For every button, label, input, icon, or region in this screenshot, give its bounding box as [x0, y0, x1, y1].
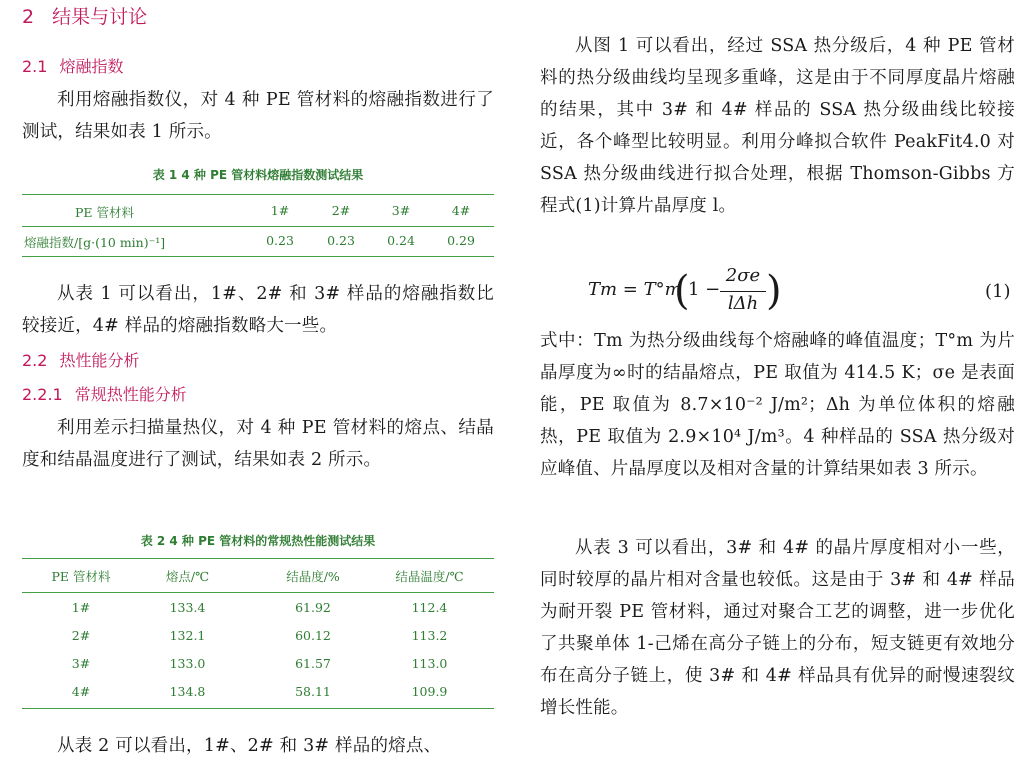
table2-cell: 58.11: [295, 684, 331, 699]
paragraph-table3-discussion: 从表 3 可以看出，3# 和 4# 的晶片厚度相对小一些，同时较厚的晶片相对含量也较低。这是由于 3# 和 4# 样品为耐开裂 PE 管材料，通过对聚合工艺的调整，进一步优化了共聚单体 1-己烯在高分子链上的分布，短支链更有效地分布在高分子链上，使 3# 和 4# 样品具有优异的耐慢速裂纹增长性能。: [540, 538, 1015, 718]
equation-denominator: lΔh: [727, 293, 759, 314]
table1-mid-rule: [22, 226, 494, 227]
table1-value-2: 0.23: [327, 233, 355, 248]
equation-numerator: 2σe: [725, 265, 761, 286]
table1-header-material: PE 管材料: [74, 205, 134, 220]
table1-value-1: 0.23: [266, 233, 294, 248]
paragraph-table2-discussion: 从表 2 可以看出，1#、2# 和 3# 样品的熔点、: [57, 736, 442, 756]
table2-cell: 1#: [71, 600, 91, 615]
table1-caption: 表 1 4 种 PE 管材料熔融指数测试结果: [152, 168, 364, 182]
table1-top-rule: [22, 194, 494, 195]
section-heading: [22, 2, 147, 29]
table1-value-4: 0.29: [447, 233, 475, 248]
table2-header-crystallization-temp: 结晶温度/℃: [395, 569, 464, 584]
table2-cell: 113.0: [411, 656, 448, 671]
paragraph-variable-definitions: 式中：Tm 为热分级曲线每个熔融峰的峰值温度；T°m 为片晶厚度为∞时的结晶熔点，PE 取值为 414.5 K；σe 是表面能，PE 取值为 8.7×10⁻² J/m²；Δh 为单位体积的熔融热，PE 取值为 2.9×10⁴ J/m³。4 种样品的 SSA 热分级对应峰值、片晶厚度以及相对含量的计算结果如表 3 所示。: [540, 331, 1015, 479]
subsection-2-1-heading: [22, 54, 123, 77]
subsection-number: 2.1: [22, 57, 48, 76]
table2-cell: 133.0: [169, 656, 206, 671]
table2-cell: 134.8: [169, 684, 206, 699]
table1-header-4: 4#: [451, 203, 471, 218]
subsection-title: 熔融指数: [59, 57, 124, 76]
table2-cell: 60.12: [295, 628, 331, 643]
table2-cell: 3#: [71, 656, 91, 671]
equation-fraction-bar: [720, 291, 766, 292]
subsection-number: 2.2: [22, 351, 48, 370]
equation-factor: 1 −: [688, 279, 721, 300]
paragraph-ssa-analysis: 从图 1 可以看出，经过 SSA 热分级后，4 种 PE 管材料的热分级曲线均呈现多重峰，这是由于不同厚度晶片熔融的结果，其中 3# 和 4# 样品的 SSA 热分级曲线比较接近，各个峰型比较明显。利用分峰拟合软件 PeakFit4.0 对 SSA 热分级曲线进行拟合处理，根据 Thomson-Gibbs 方程式(1)计算片晶厚度 l。: [540, 36, 1015, 216]
table2-cell: 132.1: [169, 628, 206, 643]
subsection-title: 热性能分析: [59, 351, 140, 370]
table2-cell: 61.92: [295, 600, 331, 615]
table2-header-material: PE 管材料: [51, 569, 111, 584]
table2-cell: 4#: [71, 684, 91, 699]
table2-caption: 表 2 4 种 PE 管材料的常规热性能测试结果: [140, 534, 376, 548]
table1-header-2: 2#: [331, 203, 351, 218]
table2-cell: 113.2: [411, 628, 448, 643]
table2-top-rule: [22, 558, 494, 559]
table1-row-label: 熔融指数/[g·(10 min)⁻¹]: [24, 235, 166, 250]
subsection-number: 2.2.1: [22, 385, 63, 404]
section-title: 结果与讨论: [52, 6, 148, 28]
table1-bottom-rule: [22, 256, 494, 257]
equation-number: (1): [985, 281, 1011, 302]
table2-cell: 109.9: [411, 684, 448, 699]
equation-left-paren: (: [674, 268, 690, 314]
equation-right-paren: ): [766, 268, 782, 314]
table2-cell: 133.4: [169, 600, 206, 615]
table2-header-crystallinity: 结晶度/%: [286, 569, 340, 584]
paragraph-melt-index: 利用熔融指数仪，对 4 种 PE 管材料的熔融指数进行了测试，结果如表 1 所示。: [22, 90, 494, 142]
section-number: 2: [22, 6, 35, 28]
paragraph-thermal-testing: 利用差示扫描量热仪，对 4 种 PE 管材料的熔点、结晶度和结晶温度进行了测试，结果如表 2 所示。: [22, 418, 494, 470]
table2-cell: 2#: [71, 628, 91, 643]
table1-header-1: 1#: [270, 203, 290, 218]
subsection-2-2-heading: [22, 348, 139, 371]
subsection-2-2-1-heading: [22, 382, 187, 405]
paragraph-table1-discussion: 从表 1 可以看出，1#、2# 和 3# 样品的熔融指数比较接近，4# 样品的熔融指数略大一些。: [22, 284, 494, 336]
table2-mid-rule: [22, 592, 494, 593]
table1-header-3: 3#: [391, 203, 411, 218]
equation-lhs: Tm = T°m: [588, 279, 682, 300]
table2-header-melting-point: 熔点/℃: [165, 569, 210, 584]
table2-cell: 112.4: [411, 600, 448, 615]
subsection-title: 常规热性能分析: [74, 385, 187, 404]
table1-value-3: 0.24: [387, 233, 415, 248]
table2-cell: 61.57: [295, 656, 331, 671]
table2-bottom-rule: [22, 708, 494, 709]
